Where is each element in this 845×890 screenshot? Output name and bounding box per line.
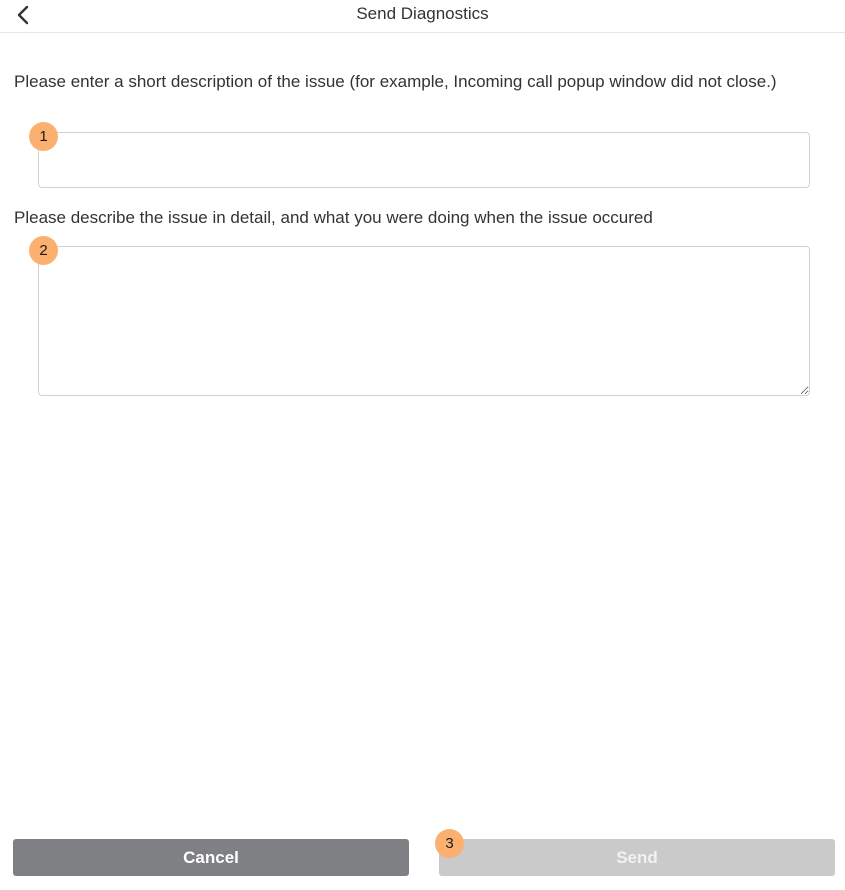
cancel-button[interactable]: Cancel [13,839,409,876]
detail-description-textarea[interactable] [38,246,810,396]
step-badge-1: 1 [29,122,58,151]
send-button[interactable]: Send [439,839,835,876]
short-description-label: Please enter a short description of the issue (for example, Incoming call popup window did not close.) [14,72,777,91]
detail-description-label: Please describe the issue in detail, and what you were doing when the issue occured [14,208,653,227]
short-description-input[interactable] [38,132,810,188]
step-badge-2: 2 [29,236,58,265]
header [0,0,845,33]
step-badge-3: 3 [435,829,464,858]
page-title: Send Diagnostics [356,4,489,23]
